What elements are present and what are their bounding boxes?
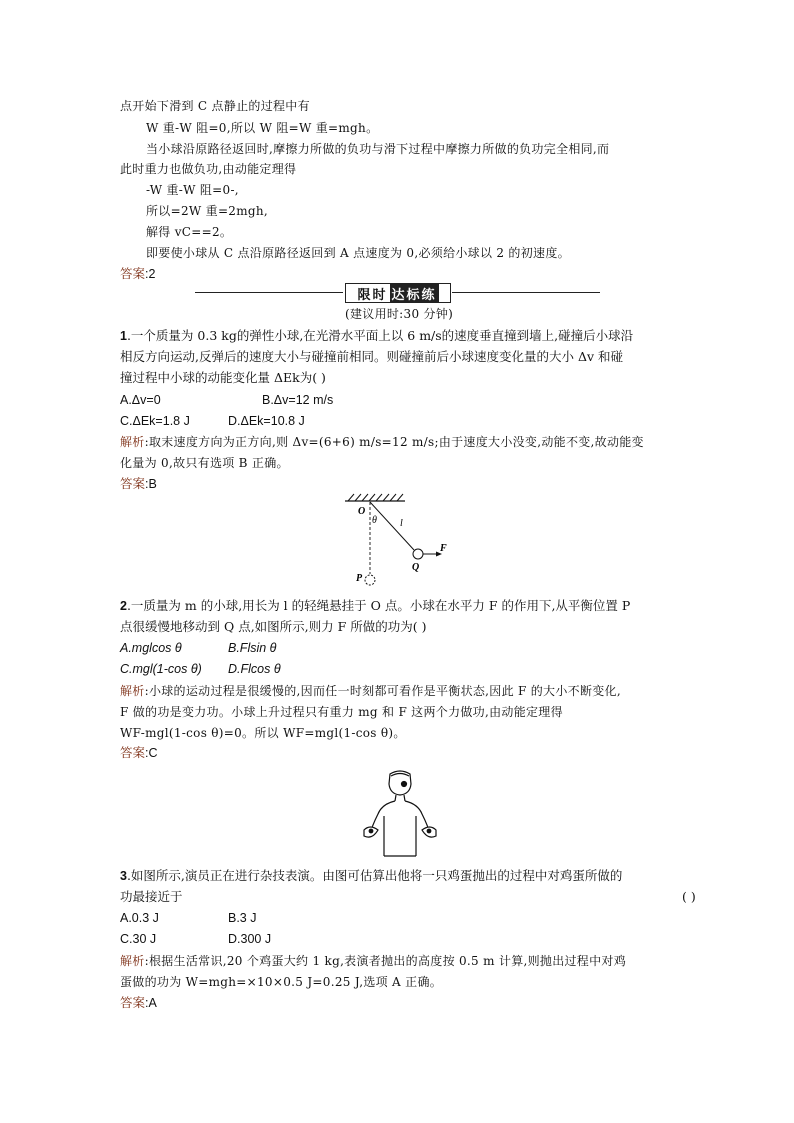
ball-at-q <box>413 549 423 559</box>
banner-title-b: 达标练 <box>390 284 439 303</box>
q1-option-b: B.Δv=12 m/s <box>262 393 334 407</box>
answer-label: 答案 <box>120 477 146 491</box>
neck <box>395 795 405 801</box>
q3-option-d: D.300 J <box>228 932 272 946</box>
intro-line-5: -W 重-W 阻=0-, <box>146 183 239 197</box>
answer-label: 答案 <box>120 746 146 760</box>
q1-line-3: 撞过程中小球的动能变化量 ΔEk为( ) <box>120 370 326 385</box>
q3-line-2: 功最接近于 <box>120 889 183 904</box>
q1-line-1 <box>120 328 633 344</box>
q3-explanation-1 <box>120 953 626 969</box>
answer-value: :B <box>145 477 157 491</box>
banner-subtitle: (建议用时:30 分钟) <box>345 307 454 321</box>
q2-line-2: 点很缓慢地移动到 Q 点,如图所示,则力 F 所做的功为( ) <box>120 619 427 634</box>
egg-left-hand <box>369 829 374 834</box>
q3-option-b: B.3 J <box>228 911 257 925</box>
q3-option-c: C.30 J <box>120 932 157 946</box>
label-o: O <box>358 506 366 517</box>
label-f: F <box>440 543 447 554</box>
intro-line-6: 所以=2W 重=2mgh, <box>146 204 269 218</box>
q1-exp-text-1: :取末速度方向为正方向,则 Δv=(6+6) m/s=12 m/s;由于速度大小没变,动能不变,故动能变 <box>144 435 644 449</box>
answer-label: 答案 <box>120 996 146 1010</box>
explanation-label: 解析 <box>120 684 145 698</box>
q1-stem-1: .一个质量为 0.3 kg的弹性小球,在光滑水平面上以 6 m/s的速度垂直撞到墙上,碰撞后小球沿 <box>126 328 634 343</box>
q2-option-d: D.Flcos θ <box>228 662 281 676</box>
intro-line-8: 即要使小球从 C 点沿原路径返回到 A 点速度为 0,必须给小球以 2 的初速度。 <box>146 246 570 260</box>
q2-option-b: B.Flsin θ <box>228 641 277 655</box>
intro-line-3: 当小球沿原路径返回时,摩擦力所做的负功与滑下过程中摩擦力所做的负功完全相同,而 <box>146 142 610 156</box>
q1-option-a: A.Δv=0 <box>120 393 161 407</box>
label-q: Q <box>412 562 420 573</box>
q2-option-c: C.mgl(1-cos θ) <box>120 662 202 676</box>
explanation-label: 解析 <box>120 954 145 968</box>
q3-answer <box>120 995 157 1011</box>
q3-option-a: A.0.3 J <box>120 911 159 925</box>
banner-title-a: 限时 <box>357 286 388 302</box>
q2-line-1 <box>120 598 630 614</box>
q2-explanation-1 <box>120 683 621 699</box>
explanation-label: 解析 <box>120 435 145 449</box>
q1-explanation-1 <box>120 434 644 450</box>
q3-answer-blank: ( ) <box>682 889 696 904</box>
q2-option-a: A.mglcos θ <box>120 641 182 655</box>
taut-string <box>370 502 414 550</box>
answer-value: :A <box>145 996 157 1010</box>
label-l: l <box>400 518 403 529</box>
q3-stem-1: .如图所示,演员正在进行杂技表演。由图可估算出他将一只鸡蛋抛出的过程中对鸡蛋所做的 <box>126 868 623 883</box>
q2-explanation-3: WF-mgl(1-cos θ)=0。所以 WF=mgl(1-cos θ)。 <box>120 726 406 740</box>
intro-line-2: W 重-W 阻=0,所以 W 阻=W 重=mgh。 <box>146 121 379 135</box>
q1-line-2: 相反方向运动,反弹后的速度大小与碰撞前相同。则碰撞前后小球速度变化量的大小 Δv 和碰 <box>120 349 624 364</box>
banner-rule-left <box>195 292 343 293</box>
ball-at-p <box>365 575 375 585</box>
intro-line-7: 解得 vC==2。 <box>146 225 233 239</box>
intro-line-4: 此时重力也做负功,由动能定理得 <box>120 162 297 176</box>
q1-option-c: C.ΔEk=1.8 J <box>120 414 190 428</box>
q3-explanation-2: 蛋做的功为 W=mgh=×10×0.5 J=0.25 J,选项 A 正确。 <box>120 975 443 989</box>
q3-number: 3 <box>120 869 127 883</box>
banner-rule-right <box>452 292 600 293</box>
answer-label: 答案 <box>120 267 146 281</box>
banner-title <box>345 283 451 303</box>
egg-right-hand <box>427 829 432 834</box>
torso-sides <box>384 816 416 856</box>
section-banner <box>195 283 600 303</box>
ceiling-hatch <box>348 494 403 501</box>
q1-number: 1 <box>120 329 127 343</box>
intro-line-1: 点开始下滑到 C 点静止的过程中有 <box>120 99 310 113</box>
answer-value: :C <box>145 746 158 760</box>
answer-value: :2 <box>145 267 156 281</box>
juggler-figure <box>360 768 440 860</box>
head-outline <box>389 771 411 795</box>
pendulum-figure <box>330 492 470 592</box>
q2-stem-1: .一质量为 m 的小球,用长为 l 的轻绳悬挂于 O 点。小球在水平力 F 的作用下,从平衡位置 P <box>126 598 631 613</box>
q1-explanation-2: 化量为 0,故只有选项 B 正确。 <box>120 456 289 470</box>
q2-explanation-2: F 做的功是变力功。小球上升过程只有重力 mg 和 F 这两个力做功,由动能定理得 <box>120 705 563 719</box>
q2-exp-text-1: :小球的运动过程是很缓慢的,因而任一时刻都可看作是平衡状态,因此 F 的大小不断变化, <box>144 684 621 698</box>
q2-number: 2 <box>120 599 127 613</box>
label-theta: θ <box>372 515 377 526</box>
q1-answer <box>120 476 157 492</box>
q1-option-d: D.ΔEk=10.8 J <box>228 414 305 428</box>
label-p: P <box>356 573 363 584</box>
egg-near-face <box>402 782 407 787</box>
intro-answer <box>120 266 155 282</box>
q2-answer <box>120 745 158 761</box>
q3-exp-text-1: :根据生活常识,20 个鸡蛋大约 1 kg,表演者抛出的高度按 0.5 m 计算,则抛出过程中对鸡 <box>144 954 627 968</box>
q3-line-1 <box>120 868 622 884</box>
